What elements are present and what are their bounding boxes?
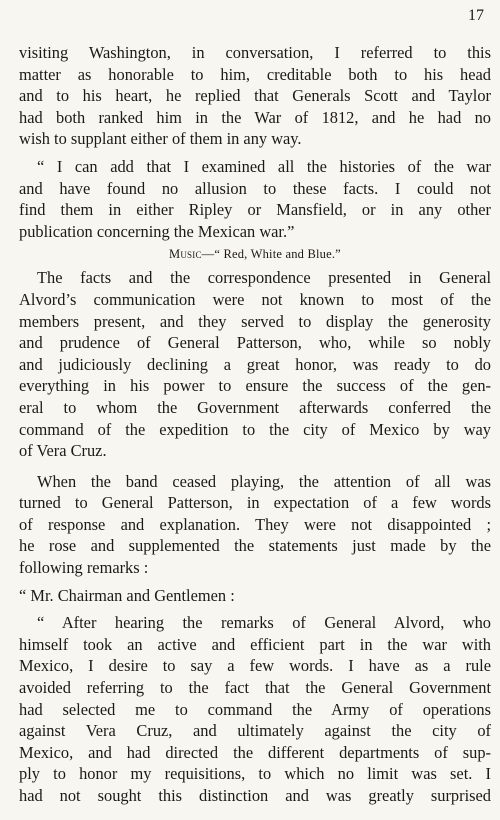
text-line: turned to General Patterson, in expectation of a few words — [19, 493, 491, 513]
text-line: following remarks : — [19, 558, 149, 578]
text-line: The facts and the correspondence presented in General — [37, 268, 491, 288]
text-line: had not sought this distinction and was greatly surprised — [19, 786, 491, 805]
text-line: had both ranked him in the War of 1812, and he had no — [19, 107, 491, 127]
text-line: everything in his power to ensure the success of the gen- — [19, 376, 491, 396]
text-line: and to his heart, he replied that Generals Scott and Taylor — [19, 86, 491, 106]
text-line: and prudence of General Patterson, who, while so nobly — [19, 333, 491, 353]
text-line: of Vera Cruz. — [19, 441, 107, 461]
text-line: ply to honor my requisitions, to which no limit was set. I — [19, 764, 491, 784]
text-line: publication concerning the Mexican war.” — [19, 221, 295, 241]
paragraph-4 — [19, 471, 491, 579]
paragraph-6 — [19, 612, 491, 806]
paragraph-5 — [19, 585, 491, 607]
text-line: visiting Washington, in conversation, I referred to this — [19, 43, 491, 62]
text-line: and have found no allusion to these facts. I could not — [19, 178, 491, 198]
text-line: Mexico, I desire to say a few words. I have as a rule — [19, 656, 491, 676]
music-label: Music — [169, 247, 202, 262]
text-line: Alvord’s communication were not known to most of the — [19, 289, 491, 309]
text-line: find them in either Ripley or Mansfield, or in any other — [19, 200, 491, 220]
paragraph-1 — [19, 42, 491, 150]
text-line: avoided referring to the fact that the General Government — [19, 678, 491, 698]
text-line: “ Mr. Chairman and Gentlemen : — [19, 585, 235, 605]
text-line: When the band ceased playing, the attention of all was — [37, 471, 491, 491]
paragraph-2 — [19, 156, 491, 242]
text-line: and judiciously declining a great honor, was ready to do — [19, 354, 491, 374]
text-line: “ After hearing the remarks of General Alvord, who — [37, 613, 491, 633]
text-line: against Vera Cruz, and ultimately against the city of — [19, 721, 491, 741]
paragraph-3 — [19, 267, 491, 461]
text-line: had selected me to command the Army of operations — [19, 699, 491, 719]
text-line: of response and explanation. They were not disappointed ; — [19, 514, 491, 534]
spacer — [19, 462, 491, 471]
music-cue — [19, 246, 491, 262]
text-line: himself took an active and efficient part in the war with — [19, 634, 491, 654]
text-line: command of the expedition to the city of Mexico by way — [19, 419, 491, 439]
text-line: wish to supplant either of them in any way. — [19, 129, 302, 149]
text-line: “ I can add that I examined all the histories of the war — [37, 156, 491, 176]
page-body — [19, 42, 491, 807]
text-line: members present, and they served to display the generosity — [19, 311, 491, 331]
text-line: he rose and supplemented the statements just made by the — [19, 536, 491, 556]
text-line: eral to whom the Government afterwards conferred the — [19, 397, 491, 417]
text-line: matter as honorable to him, creditable both to his head — [19, 64, 491, 84]
text-line: Mexico, and had directed the different departments of sup- — [19, 742, 491, 762]
music-title: —“ Red, White and Blue.” — [201, 247, 341, 262]
page-number: 17 — [468, 7, 484, 24]
